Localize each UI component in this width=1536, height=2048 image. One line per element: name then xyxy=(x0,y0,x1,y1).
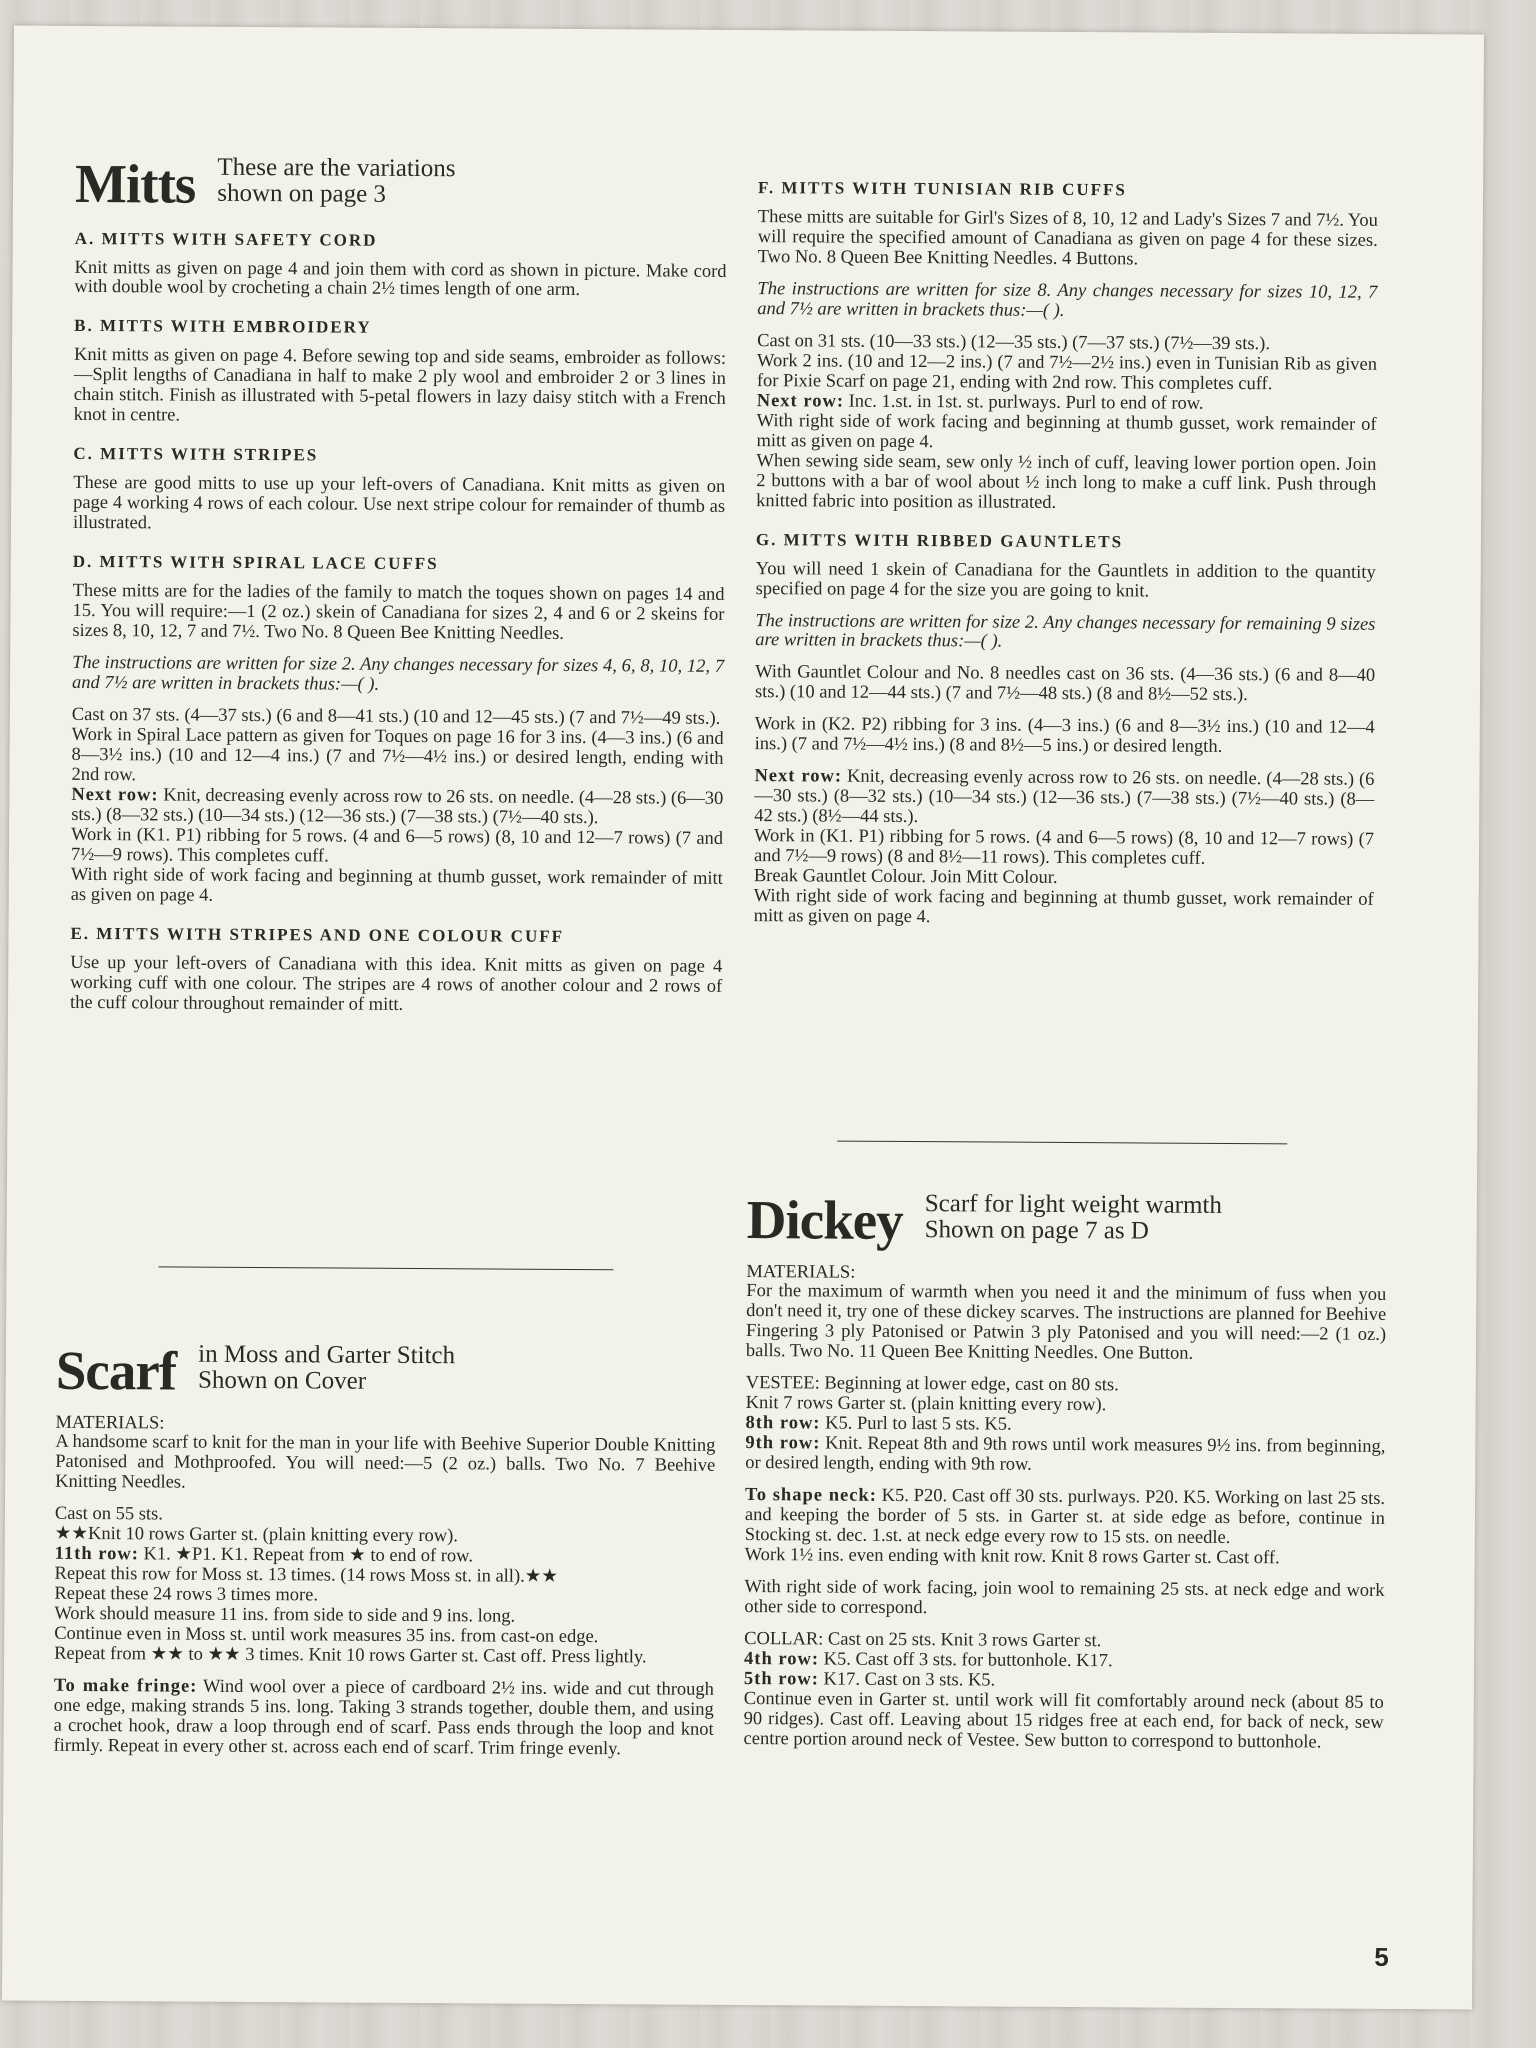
section-d-line: Work in Spiral Lace pattern as given for Toques on page 16 for 3 ins. (4—3 ins.) (6 and 8—3½ ins.) (10 and 12—4 ins.) (7 and 7½—4½ ins.) or desired length, ending with 2nd row. xyxy=(71,724,724,786)
section-g-line: Break Gauntlet Colour. Join Mitt Colour. xyxy=(753,866,1058,889)
section-b-text: Knit mitts as given on page 4. Before sewing top and side seams, embroider as follows:—Split lengths of Canadiana in half to make 2 ply wool and embroider 2 or 3 lines in chain stitch. Finish as illustrated with 5-petal flowers in lazy daisy stitch with a French knot in centre. xyxy=(73,345,727,426)
scarf-line: Repeat these 24 rows 3 times more. xyxy=(54,1584,319,1606)
scarf-column xyxy=(53,1341,716,1773)
section-g-text: Work in (K2. P2) ribbing for 3 ins. (4—3 ins.) (6 and 8—3½ ins.) (10 and 12—4 ins.) (7 and 7½—4½ ins.) (8 and 8½—5 ins.) or desired length. xyxy=(754,714,1375,758)
dickey-line: 9th row: Knit. Repeat 8th and 9th rows until work measures 9½ ins. from beginning, or desired length, ending with 9th row. xyxy=(745,1433,1386,1475)
scarf-line: Continue even in Moss st. until work measures 35 ins. from cast-on edge. xyxy=(54,1623,599,1648)
section-c-text: These are good mitts to use up your left-overs of Canadiana. Knit mitts as given on page 4 working 4 rows of each colour. Use next stripe colour for remainder of thumb as illustrated. xyxy=(72,473,726,534)
scarf-line: 11th row: K1. ★P1. K1. Repeat from ★ to end of row. xyxy=(54,1544,474,1567)
dickey-line: COLLAR: Cast on 25 sts. Knit 3 rows Garter st. xyxy=(744,1629,1102,1652)
section-d-line: Cast on 37 sts. (4—37 sts.) (6 and 8—41 sts.) (10 and 12—45 sts.) (7 and 7½—49 sts.). xyxy=(71,704,721,729)
section-d-heading: D. MITTS WITH SPIRAL LACE CUFFS xyxy=(72,552,439,574)
section-d-line: With right side of work facing and beginning at thumb gusset, work remainder of mitt as given on page 4. xyxy=(70,864,723,906)
scarf-subtitle: in Moss and Garter Stitch Shown on Cover xyxy=(197,1340,456,1395)
dickey-line: Work 1½ ins. even ending with knit row. Knit 8 rows Garter st. Cast off. xyxy=(744,1545,1280,1569)
section-f-text: These mitts are suitable for Girl's Sizes of 8, 10, 12 and Lady's Sizes 7 and 7½. You will require the specified amount of Canadiana as given on page 4 for these sizes. Two No. 8 Queen Bee Knitting Needles. 4 Buttons. xyxy=(757,207,1378,270)
page-number: 5 xyxy=(1374,1941,1389,1972)
mitts-subtitle: These are the variations shown on page 3 xyxy=(217,153,456,209)
section-d-text: These mitts are for the ladies of the family to match the toques shown on pages 14 and 15. You will require:—1 (2 oz.) skein of Canadiana for sizes 2, 4 and 6 or 2 skeins for sizes 8, 10, 12, 7 and 7½. Two No. 8 Queen Bee Knitting Needles. xyxy=(72,581,725,645)
dickey-line: To shape neck: K5. P20. Cast off 30 sts. purlways. P20. K5. Working on last 25 sts. and keeping the border of 5 sts. in Garter st. at side edge as before, continue in Stocking st. dec. 1.st. at neck edge every row to 15 sts. on needle. xyxy=(744,1485,1386,1549)
dickey-line: 8th row: K5. Purl to last 5 sts. K5. xyxy=(745,1413,1012,1435)
section-g-text: With Gauntlet Colour and No. 8 needles cast on 36 sts. (4—36 sts.) (6 and 8—40 sts.) (10 and 12—44 sts.) (7 and 7½—48 sts.) (8 and 8½—52 sts.). xyxy=(754,662,1376,706)
section-f-heading: F. MITTS WITH TUNISIAN RIB CUFFS xyxy=(758,178,1127,200)
section-a-heading: A. MITTS WITH SAFETY CORD xyxy=(74,228,378,250)
section-e-heading: E. MITTS WITH STRIPES AND ONE COLOUR CUFF xyxy=(70,923,565,946)
section-g-note: The instructions are written for size 2. Any changes necessary for remaining 9 sizes are written in brackets thus:—( ). xyxy=(755,610,1376,653)
divider-right xyxy=(837,1141,1287,1145)
dickey-materials-heading: MATERIALS: xyxy=(746,1261,856,1283)
dickey-line: Knit 7 rows Garter st. (plain knitting every row). xyxy=(745,1393,1107,1416)
scarf-line: Work should measure 11 ins. from side to side and 9 ins. long. xyxy=(54,1604,516,1627)
section-b-heading: B. MITTS WITH EMBROIDERY xyxy=(74,316,372,338)
section-d-line: Work in (K1. P1) ribbing for 5 rows. (4 and 6—5 rows) (8, 10 and 12—7 rows) (7 and 7½—9 rows). This completes cuff. xyxy=(70,824,724,867)
mitts-heading xyxy=(75,154,727,214)
scarf-line: Repeat this row for Moss st. 13 times. (14 rows Moss st. in all).★★ xyxy=(54,1564,558,1588)
section-g-line: Work in (K1. P1) ribbing for 5 rows. (4 and 6—5 rows) (8, 10 and 12—7 rows) (7 and 7½—9 rows) (8 and 8½—11 rows). This completes cuff. xyxy=(753,826,1375,870)
dickey-title: Dickey xyxy=(746,1188,903,1251)
section-d-note: The instructions are written for size 2. Any changes necessary for sizes 4, 6, 8, 10, 12, 7 and 7½ are written in brackets thus:—( ). xyxy=(71,653,725,695)
dickey-line: Continue even in Garter st. until work will fit comfortably around neck (about 85 to 90 ridges). Cast off. Leaving about 15 ridges free at each end, for back of neck, sew centre portion around neck of Vestee. Sew button to correspond to buttonhole. xyxy=(743,1688,1384,1753)
mitts-title: Mitts xyxy=(74,152,196,215)
scarf-line: Repeat from ★★ to ★★ 3 times. Knit 10 rows Garter st. Cast off. Press lightly. xyxy=(54,1643,647,1668)
dickey-heading xyxy=(747,1190,1387,1250)
scarf-materials-heading: MATERIALS: xyxy=(55,1412,165,1433)
dickey-line: VESTEE: Beginning at lower edge, cast on 80 sts. xyxy=(745,1373,1119,1396)
dickey-column xyxy=(743,1190,1386,1766)
section-f-line: With right side of work facing and beginning at thumb gusset, work remainder of mitt as given on page 4. xyxy=(756,410,1377,452)
section-e-text: Use up your left-overs of Canadiana with this idea. Knit mitts as given on page 4 working cuff with one colour. The stripes are 4 rows of another colour and 2 rows of the cuff colour throughout remainder of mitt. xyxy=(70,952,723,1015)
divider-left xyxy=(158,1266,613,1270)
mitts-column-left xyxy=(70,154,727,1030)
dickey-line: With right side of work facing, join wool to remaining 25 sts. at neck edge and work other side to correspond. xyxy=(744,1577,1385,1619)
mitts-column-right xyxy=(753,178,1378,943)
section-c-heading: C. MITTS WITH STRIPES xyxy=(73,444,319,465)
section-d-line: Next row: Knit, decreasing evenly across row to 26 sts. on needle. (4—28 sts.) (6—30 sts.) (8—32 sts.) (10—34 sts.) (12—36 sts.) (7—38 sts.) (7½—40 sts.). xyxy=(71,784,724,829)
dickey-subtitle: Scarf for light weight warmth Shown on page 7 as D xyxy=(924,1190,1223,1245)
scarf-materials-text: A handsome scarf to knit for the man in your life with Beehive Superior Double Knitting Patonised and Mothproofed. You will need:—5 (2 oz.) balls. Two No. 7 Beehive Knitting Needles. xyxy=(55,1432,716,1494)
scarf-line: ★★Knit 10 rows Garter st. (plain knitting every row). xyxy=(54,1524,458,1547)
magazine-page xyxy=(2,26,1484,2010)
scarf-line: Cast on 55 sts. xyxy=(54,1504,163,1525)
section-f-note: The instructions are written for size 8. Any changes necessary for sizes 10, 12, 7 and 7½ are written in brackets thus:—( ). xyxy=(757,278,1378,321)
scarf-fringe: To make fringe: Wind wool over a piece of cardboard 2½ ins. wide and cut through one edge, making strands 5 ins. long. Taking 3 strands together, double them, and using a crochet hook, draw a loop through end of scarf. Pass ends through the loop and knot firmly. Repeat in every other st. across each end of scarf. Trim fringe evenly. xyxy=(53,1675,714,1760)
dickey-line: 5th row: K17. Cast on 3 sts. K5. xyxy=(743,1668,996,1691)
section-f-line: Cast on 31 sts. (10—33 sts.) (12—35 sts.) (7—37 sts.) (7½—39 sts.). xyxy=(757,330,1271,355)
section-g-heading: G. MITTS WITH RIBBED GAUNTLETS xyxy=(755,529,1124,551)
dickey-materials-text: For the maximum of warmth when you need it and the minimum of fuss when you don't need it, try one of these dickey scarves. The instructions are planned for Beehive Fingering 3 ply Patonised or Patwin 3 ply Patonised and you will need:—2 (1 oz.) balls. Two No. 11 Queen Bee Knitting Needles. One Button. xyxy=(745,1281,1387,1365)
section-g-line: With right side of work facing and beginning at thumb gusset, work remainder of mitt as given on page 4. xyxy=(753,886,1374,928)
scarf-title: Scarf xyxy=(55,1339,177,1402)
dickey-line: 4th row: K5. Cast off 3 sts. for buttonhole. K17. xyxy=(744,1648,1113,1672)
section-f-line: When sewing side seam, sew only ½ inch of cuff, leaving lower portion open. Join 2 buttons with a bar of wool about ½ inch long to make a cuff link. Push through knitted fabric into position as illustrated. xyxy=(756,450,1377,513)
section-f-line: Work 2 ins. (10 and 12—2 ins.) (7 and 7½—2½ ins.) even in Tunisian Rib as given for Pixie Scarf on page 21, ending with 2nd row. This completes cuff. xyxy=(756,350,1378,395)
section-g-line: Next row: Knit, decreasing evenly across row to 26 sts. on needle. (4—28 sts.) (6—30 sts.) (8—32 sts.) (10—34 sts.) (12—36 sts.) (7—38 sts.) (7½—40 sts.) (8—42 sts.) (8½—44 sts.). xyxy=(754,766,1375,828)
scarf-heading xyxy=(56,1341,716,1402)
section-a-text: Knit mitts as given on page 4 and join them with cord as shown in picture. Make cord with double wool by crocheting a chain 2½ times length of one arm. xyxy=(74,257,727,301)
section-g-text: You will need 1 skein of Canadiana for the Gauntlets in addition to the quantity specified on page 4 for the size you are going to knit. xyxy=(755,558,1376,602)
section-f-line: Next row: Inc. 1.st. in 1st. st. purlways. Purl to end of row. xyxy=(756,390,1204,414)
